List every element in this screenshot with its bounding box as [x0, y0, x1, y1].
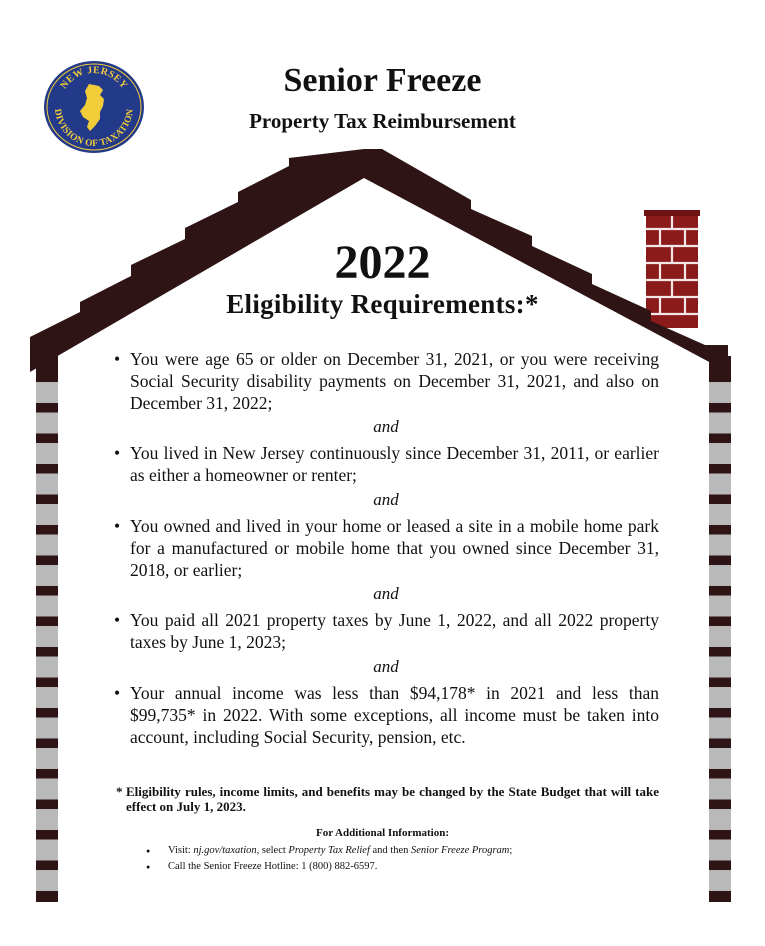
visit-end: ; — [509, 845, 513, 856]
seal-top-text: NEW JERSEY — [58, 64, 130, 92]
requirement-taxes-paid: • You paid all 2021 property taxes by June 1, 2022, and all 2022 property taxes by June 1, 2023; — [113, 610, 659, 654]
post-brick — [709, 626, 731, 647]
post-brick — [36, 748, 58, 769]
page-subtitle: Property Tax Reimbursement — [249, 109, 516, 133]
post-brick — [709, 809, 731, 830]
requirement-ownership: • You owned and lived in your home or leased a site in a mobile home park for a manufactured or mobile home that you owned since December 31, 2018, or earlier; — [113, 516, 659, 581]
post-brick — [36, 809, 58, 830]
visit-mid: , select — [256, 845, 289, 856]
nj-division-of-taxation-seal — [43, 60, 145, 154]
program-year: 2022 — [334, 236, 431, 289]
requirements-list — [113, 349, 659, 748]
post-brick — [709, 382, 731, 403]
hotline-item: ● Call the Senior Freeze Hotline: 1 (800) 882-6597. — [146, 859, 512, 875]
footnote — [113, 784, 659, 814]
seal-bottom-text: DIVISION OF TAXATION — [51, 108, 137, 150]
post-brick — [709, 840, 731, 861]
visit-website-item — [146, 843, 512, 859]
post-brick — [36, 596, 58, 617]
post-brick — [36, 626, 58, 647]
post-brick — [36, 657, 58, 678]
post-brick — [36, 504, 58, 525]
post-brick — [709, 718, 731, 739]
post-brick — [36, 535, 58, 556]
website-link[interactable]: nj.gov/taxation — [193, 845, 257, 856]
post-brick — [709, 657, 731, 678]
post-brick — [36, 382, 58, 403]
post-brick — [709, 443, 731, 464]
post-brick — [709, 687, 731, 708]
left-post-bricks — [36, 382, 58, 891]
post-brick — [709, 748, 731, 769]
post-brick — [36, 870, 58, 891]
post-brick — [36, 443, 58, 464]
post-brick — [36, 565, 58, 586]
requirement-income: • Your annual income was less than $94,178* in 2021 and less than $99,735* in 2022. With some exceptions, all income must be taken into account, including Social Security, pension, etc. — [113, 683, 659, 748]
post-brick — [36, 413, 58, 434]
and-connector: and — [373, 417, 399, 437]
post-brick — [709, 565, 731, 586]
and-connector: and — [373, 656, 399, 676]
visit-prefix: Visit: — [168, 845, 194, 856]
senior-freeze-program-link[interactable]: Senior Freeze Program — [411, 845, 510, 856]
footnote-star: * — [116, 784, 123, 799]
and-connector: and — [373, 584, 399, 604]
requirement-residency: • You lived in New Jersey continuously since December 31, 2011, or earlier as either a homeowner or renter; — [113, 443, 659, 487]
post-brick — [709, 870, 731, 891]
post-brick — [709, 504, 731, 525]
post-brick — [709, 779, 731, 800]
right-post-bricks — [709, 382, 731, 891]
post-brick — [36, 718, 58, 739]
requirement-age: • You were age 65 or older on December 31, 2021, or you were receiving Social Security disability payments on December 31, 2021, and also on December 31, 2022; — [113, 349, 659, 414]
post-brick — [36, 474, 58, 495]
visit-mid2: and then — [369, 845, 412, 856]
post-brick — [36, 687, 58, 708]
post-brick — [709, 474, 731, 495]
eligibility-heading: Eligibility Requirements:* — [226, 289, 539, 319]
page-title: Senior Freeze — [283, 62, 482, 99]
post-brick — [709, 413, 731, 434]
property-tax-relief-link[interactable]: Property Tax Relief — [288, 845, 370, 856]
footnote-text: Eligibility rules, income limits, and benefits may be changed by the State Budget that will take effect on July 1, 2023. — [126, 784, 659, 814]
additional-info-list — [146, 843, 512, 875]
and-connector: and — [373, 489, 399, 509]
post-brick — [36, 779, 58, 800]
post-brick — [36, 840, 58, 861]
post-brick — [709, 535, 731, 556]
post-brick — [709, 596, 731, 617]
additional-info-heading: For Additional Information: — [315, 827, 450, 839]
chimney — [644, 210, 700, 328]
